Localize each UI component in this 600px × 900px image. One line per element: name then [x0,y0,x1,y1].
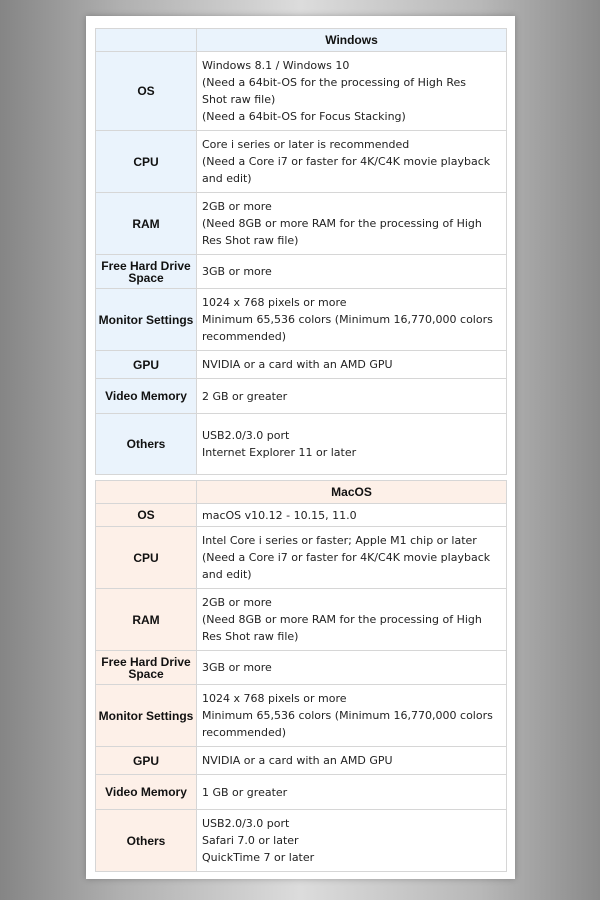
label-line: Memory [140,389,187,403]
table-row [96,289,507,351]
value-line: recommended) [202,330,287,343]
spec-sheet [86,16,515,879]
row-value-gpu [197,351,507,379]
row-value-free-hard-drive-space [197,651,507,685]
row-label-free-hard-drive-space [96,651,197,685]
value-line: and edit) [202,568,252,581]
label-line: Settings [146,312,194,327]
value-line: NVIDIA or a card with an AMD GPU [202,358,393,371]
value-line: 1024 x 768 pixels or more [202,692,347,705]
value-line: Res Shot raw file) [202,630,299,643]
header-blank-cell [96,481,197,504]
windows-header: Windows [197,29,507,52]
value-line: Shot raw file) [202,93,276,106]
value-line: NVIDIA or a card with an AMD GPU [202,754,393,767]
row-value-cpu [197,131,507,193]
table-row [96,52,507,131]
table-row [96,379,507,414]
value-line: recommended) [202,726,287,739]
value-line: Minimum 65,536 colors (Minimum 16,770,000 colors [202,313,493,326]
value-line: USB2.0/3.0 port [202,429,290,442]
row-value-free-hard-drive-space [197,255,507,289]
macos-requirements-table [95,480,507,872]
row-label-ram: RAM [96,589,197,651]
table-row [96,193,507,255]
table-row [96,775,507,810]
row-label-monitor-settings [96,685,197,747]
value-line: Minimum 65,536 colors (Minimum 16,770,000 colors [202,709,493,722]
value-line: (Need a Core i7 or faster for 4K/C4K movie playback [202,551,491,564]
value-line: (Need a Core i7 or faster for 4K/C4K movie playback [202,155,491,168]
row-label-others: Others [96,810,197,872]
value-line: 3GB or more [202,265,272,278]
row-label-video-memory [96,775,197,810]
row-label-cpu: CPU [96,527,197,589]
value-line: (Need 8GB or more RAM for the processing of High [202,217,482,230]
row-label-ram: RAM [96,193,197,255]
row-value-os [197,504,507,527]
macos-header: MacOS [197,481,507,504]
row-value-monitor-settings [197,685,507,747]
label-line: Monitor [98,708,143,723]
row-label-monitor-settings [96,289,197,351]
header-blank-cell [96,29,197,52]
table-row [96,810,507,872]
row-value-os [197,52,507,131]
row-label-os: OS [96,504,197,527]
windows-requirements-table [95,28,507,475]
table-row [96,255,507,289]
table-header-row [96,481,507,504]
value-line: (Need a 64bit-OS for Focus Stacking) [202,110,406,123]
table-row [96,414,507,475]
value-line: 2GB or more [202,200,272,213]
label-line: Memory [140,785,187,799]
value-line: and edit) [202,172,252,185]
value-line: (Need a 64bit-OS for the processing of High Res [202,76,467,89]
value-line: Windows 8.1 / Windows 10 [202,59,350,72]
value-line: (Need 8GB or more RAM for the processing of High [202,613,482,626]
row-value-others [197,810,507,872]
table-row [96,527,507,589]
label-line: Drive Space [128,258,191,285]
table-row [96,685,507,747]
label-line: Free Hard [101,258,158,273]
row-label-others: Others [96,414,197,475]
value-line: 2GB or more [202,596,272,609]
row-label-video-memory [96,379,197,414]
value-line: QuickTime 7 or later [202,851,315,864]
table-row [96,747,507,775]
table-row [96,351,507,379]
value-line: Safari 7.0 or later [202,834,299,847]
value-line: 3GB or more [202,661,272,674]
table-row [96,504,507,527]
row-value-monitor-settings [197,289,507,351]
table-row [96,131,507,193]
value-line: 2 GB or greater [202,389,288,403]
row-value-others [197,414,507,475]
label-line: Video [105,389,138,403]
label-line: Free Hard [101,654,158,669]
value-line: Core i series or later is recommended [202,138,410,151]
label-line: Video [105,785,138,799]
table-header-row [96,29,507,52]
value-line: Intel Core i series or faster; Apple M1 chip or later [202,534,477,547]
row-label-os: OS [96,52,197,131]
row-value-video-memory [197,379,507,414]
row-value-ram [197,589,507,651]
row-value-video-memory [197,775,507,810]
value-line: Internet Explorer 11 or later [202,446,357,459]
row-label-cpu: CPU [96,131,197,193]
value-line: Res Shot raw file) [202,234,299,247]
value-line: macOS v10.12 - 10.15, 11.0 [202,508,357,522]
table-row [96,589,507,651]
row-value-ram [197,193,507,255]
value-line: USB2.0/3.0 port [202,817,290,830]
row-label-gpu: GPU [96,351,197,379]
value-line: 1024 x 768 pixels or more [202,296,347,309]
label-line: Settings [146,708,194,723]
row-label-free-hard-drive-space [96,255,197,289]
table-row [96,651,507,685]
label-line: Drive Space [128,654,191,681]
row-label-gpu: GPU [96,747,197,775]
row-value-cpu [197,527,507,589]
row-value-gpu [197,747,507,775]
value-line: 1 GB or greater [202,785,288,799]
label-line: Monitor [98,312,143,327]
